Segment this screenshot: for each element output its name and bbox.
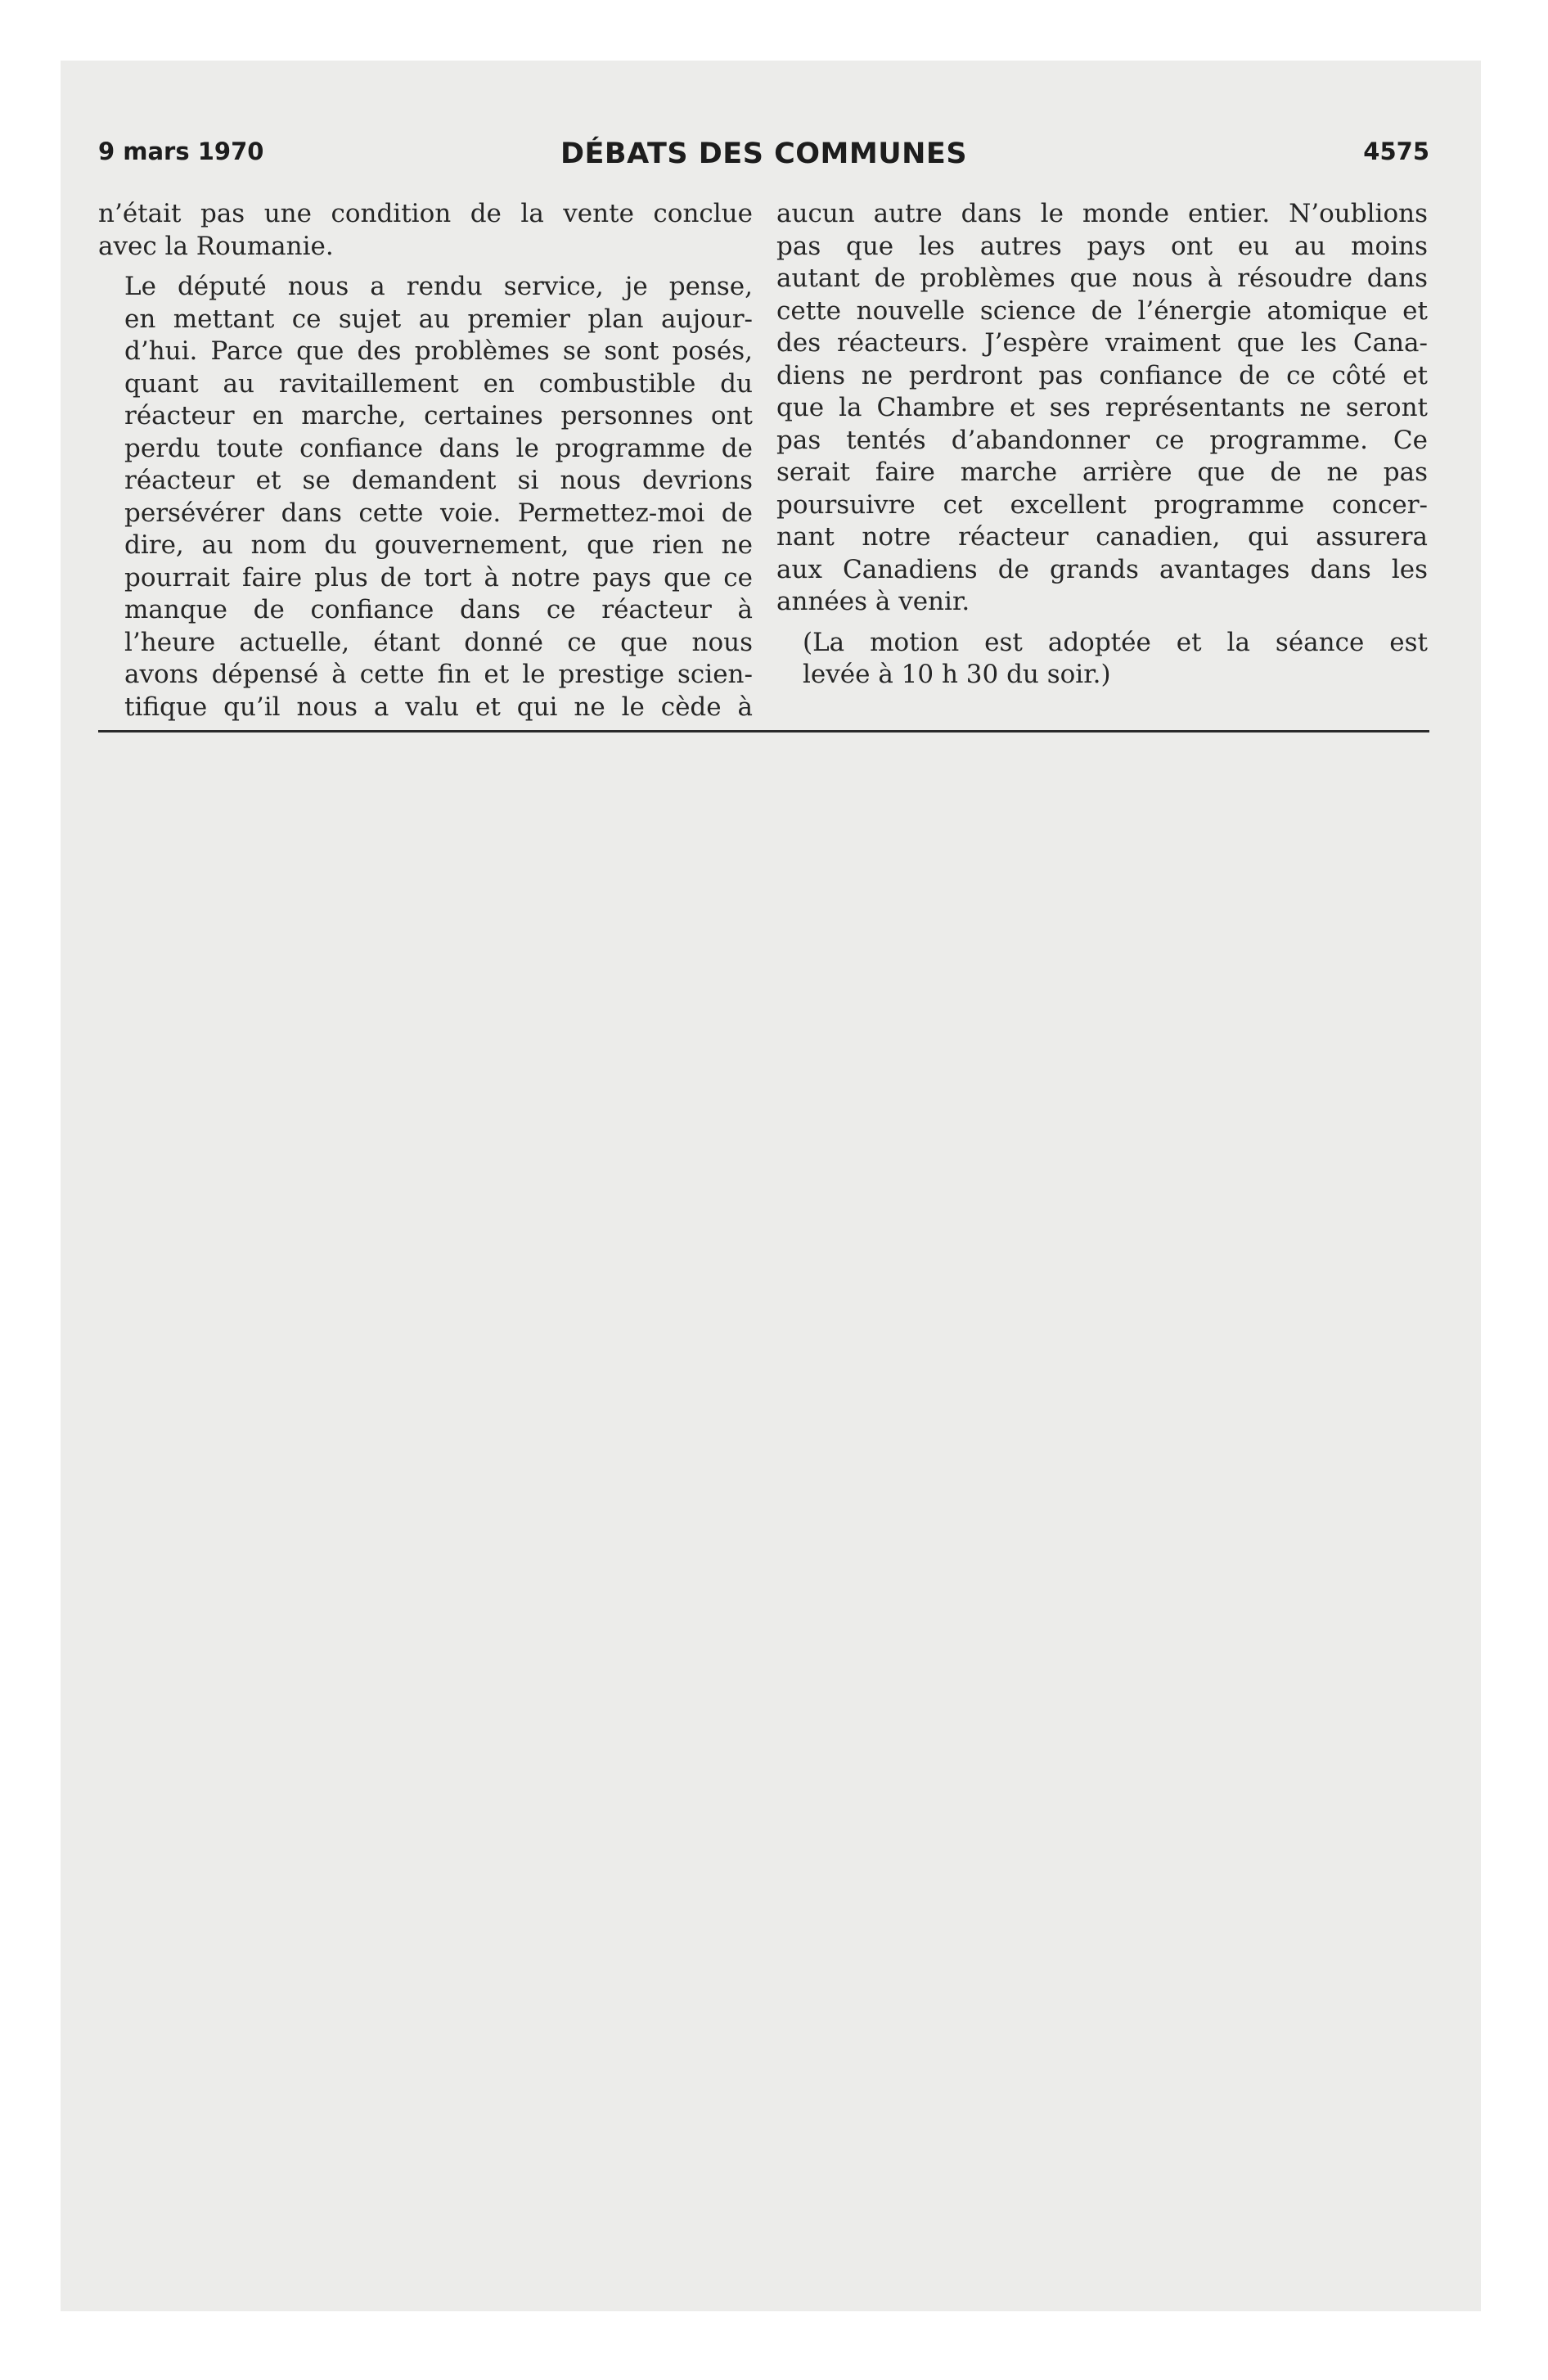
paragraph	[98, 198, 753, 263]
text-line: aux Canadiens de grands avantages dans les	[776, 554, 1428, 584]
section-divider-rule	[98, 730, 1429, 732]
text-line: pas que les autres pays ont eu au moins	[776, 231, 1428, 261]
header-title: DÉBATS DES COMMUNES	[560, 137, 968, 170]
text-line: années à venir.	[776, 587, 970, 616]
text-line: manque de confiance dans ce réacteur à	[124, 595, 753, 624]
text-line: (La motion est adoptée et la séance est	[803, 627, 1428, 657]
text-line: d’hui. Parce que des problèmes se sont posés,	[124, 336, 753, 366]
text-line: avons dépensé à cette fin et le prestige scien-	[124, 660, 753, 689]
paragraph	[776, 627, 1428, 692]
text-line: dire, au nom du gouvernement, que rien ne	[124, 530, 753, 560]
text-line: tifique qu’il nous a valu et qui ne le cède à	[124, 692, 753, 722]
text-line: nant notre réacteur canadien, qui assurera	[776, 522, 1428, 552]
right-column	[776, 198, 1428, 692]
paragraph	[98, 271, 753, 723]
text-line: réacteur en marche, certaines personnes ont	[124, 401, 753, 430]
text-line: que la Chambre et ses représentants ne seront	[776, 393, 1428, 422]
text-line: avec la Roumanie.	[98, 231, 334, 261]
left-column	[98, 198, 753, 723]
page-number: 4575	[1363, 137, 1429, 165]
page-header	[98, 137, 1429, 174]
text-line: pourrait faire plus de tort à notre pays que ce	[124, 562, 753, 593]
text-line: Le député nous a rendu service, je pense,	[124, 272, 753, 301]
text-line: autant de problèmes que nous à résoudre dans	[776, 264, 1428, 293]
text-line: en mettant ce sujet au premier plan aujour-	[124, 304, 753, 334]
text-line: n’était pas une condition de la vente conclue	[98, 199, 753, 228]
text-line: persévérer dans cette voie. Permettez-moi de	[124, 498, 753, 528]
text-line: poursuivre cet excellent programme concer-	[776, 489, 1428, 520]
text-line: l’heure actuelle, étant donné ce que nous	[124, 627, 753, 657]
text-line: réacteur et se demandent si nous devrions	[124, 466, 753, 495]
text-line: des réacteurs. J’espère vraiment que les Cana-	[776, 328, 1428, 358]
text-line: pas tentés d’abandonner ce programme. Ce	[776, 425, 1428, 455]
text-line: quant au ravitaillement en combustible du	[124, 368, 753, 399]
text-line: aucun autre dans le monde entier. N’oublions	[776, 199, 1428, 228]
header-date: 9 mars 1970	[98, 137, 264, 165]
text-line: cette nouvelle science de l’énergie atomique et	[776, 295, 1428, 326]
text-line: perdu toute confiance dans le programme de	[124, 433, 753, 463]
text-line: serait faire marche arrière que de ne pas	[776, 458, 1428, 487]
text-line: diens ne perdront pas confiance de ce côté et	[776, 360, 1428, 390]
paragraph	[776, 198, 1428, 619]
text-line: levée à 10 h 30 du soir.)	[803, 660, 1111, 689]
